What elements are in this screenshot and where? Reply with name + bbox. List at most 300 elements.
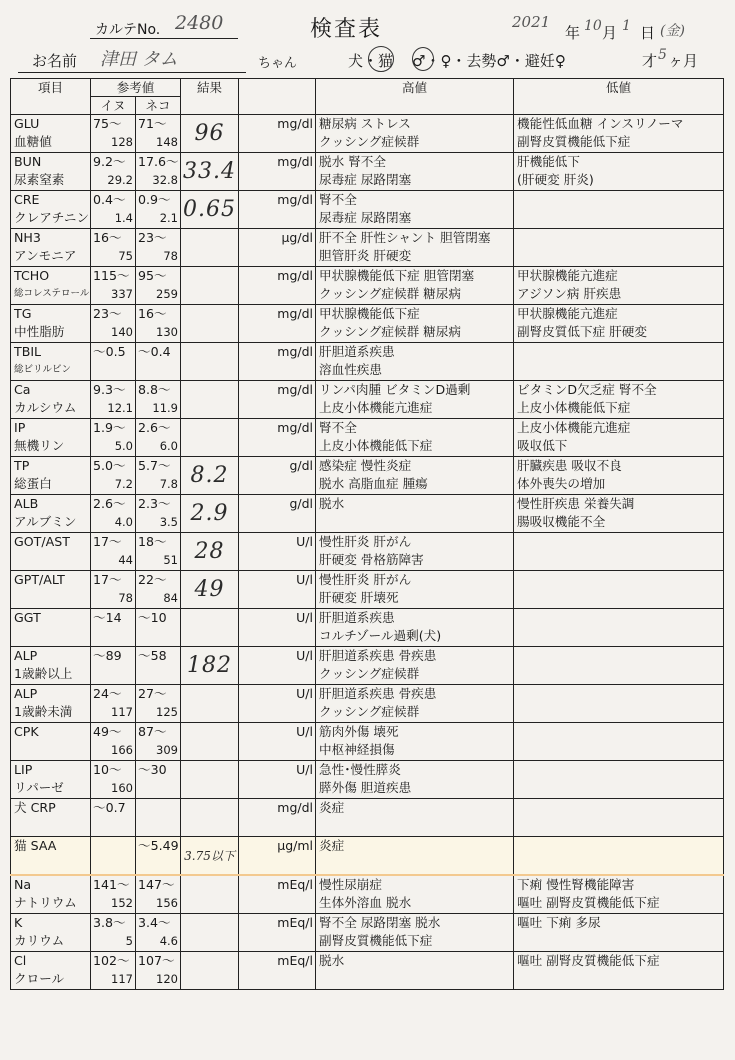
dog-ref-cell (91, 609, 136, 647)
item-cell (11, 191, 91, 229)
dog-ref-max: 128 (111, 135, 133, 149)
low-cause-2: 副腎皮質低下症 肝硬変 (517, 324, 647, 339)
result-value: 2.9 (190, 501, 229, 526)
dog-ref-cell (91, 229, 136, 267)
low-cause-1: 甲状腺機能亢進症 (517, 268, 618, 283)
item-name: クレアチニン (14, 210, 90, 225)
cat-ref-min: 17.6～ (138, 154, 179, 169)
high-cause-2: コルチゾール過剰(犬) (319, 628, 442, 643)
table-row (11, 952, 724, 990)
high-cause-1: 炎症 (319, 800, 345, 815)
dog-ref-cell (91, 761, 136, 799)
low-cell (514, 153, 724, 191)
dog-ref-max: 44 (118, 553, 133, 567)
unit-label: U/l (296, 686, 313, 701)
high-cell (316, 723, 514, 761)
cat-ref-cell (136, 761, 181, 799)
high-cause-1: 肝胆道系疾患 (319, 610, 395, 625)
low-cell (514, 952, 724, 990)
unit-cell (239, 837, 316, 876)
item-code: TG (14, 306, 32, 321)
dog-ref-cell (91, 533, 136, 571)
dog-ref-min: 3.8～ (93, 915, 126, 930)
low-cause-2: (肝硬変 肝炎) (517, 172, 594, 187)
table-row (11, 267, 724, 305)
unit-cell (239, 685, 316, 723)
item-code: Cl (14, 953, 27, 968)
date-month: 10 (584, 18, 602, 34)
unit-cell (239, 153, 316, 191)
low-cause-1: 嘔吐 副腎皮質機能低下症 (517, 953, 660, 968)
high-cause-1: 肝胆道系疾患 骨疾患 (319, 686, 437, 701)
unit-cell (239, 229, 316, 267)
cat-ref-min: 2.3～ (138, 496, 171, 511)
high-cell (316, 533, 514, 571)
cat-ref-cell (136, 837, 181, 876)
dog-ref-min: ～89 (93, 648, 122, 663)
dog-ref-min: 17～ (93, 534, 122, 549)
dog-ref-min: 49～ (93, 724, 122, 739)
cat-ref-max: 78 (163, 249, 178, 263)
dog-ref-cell (91, 914, 136, 952)
dog-ref-max: 140 (111, 325, 133, 339)
table-row (11, 875, 724, 914)
item-name: 総コレステロール (14, 288, 90, 299)
low-cell (514, 837, 724, 876)
low-cell (514, 799, 724, 837)
high-cause-2: 上皮小体機能低下症 (319, 438, 433, 453)
high-cell (316, 685, 514, 723)
dog-ref-max: 4.0 (114, 515, 133, 529)
unit-cell (239, 609, 316, 647)
unit-label: mEq/l (277, 915, 313, 930)
high-cause-1: 脱水 (319, 953, 345, 968)
item-cell (11, 837, 91, 876)
table-row (11, 115, 724, 153)
low-cell (514, 723, 724, 761)
table-row (11, 914, 724, 952)
cat-ref-min: 22～ (138, 572, 167, 587)
high-cause-1: 腎不全 (319, 192, 357, 207)
item-name: 無機リン (14, 438, 65, 453)
date-day-label: 日 (640, 24, 656, 42)
dog-ref-min: ～14 (93, 610, 122, 625)
col-header-cat: ネコ (136, 97, 181, 115)
species-selected-circle (368, 46, 394, 72)
table-row (11, 723, 724, 761)
col-header-low: 低値 (514, 79, 724, 115)
high-cause-2: 中枢神経損傷 (319, 742, 395, 757)
high-cause-2: クッシング症候群 (319, 704, 420, 719)
unit-cell (239, 343, 316, 381)
cat-ref-max: 120 (156, 972, 178, 986)
item-cell (11, 457, 91, 495)
dog-ref-min: 10～ (93, 762, 122, 777)
high-cell (316, 837, 514, 876)
unit-label: mEq/l (277, 953, 313, 968)
cat-ref-min: ～30 (138, 762, 167, 777)
item-code: NH3 (14, 230, 41, 245)
result-cell (181, 571, 239, 609)
dog-ref-min: 17～ (93, 572, 122, 587)
dog-ref-cell (91, 419, 136, 457)
item-cell (11, 914, 91, 952)
dog-ref-cell (91, 191, 136, 229)
result-cell (181, 343, 239, 381)
item-code: GOT/AST (14, 534, 70, 549)
low-cell (514, 229, 724, 267)
table-row (11, 229, 724, 267)
high-cell (316, 457, 514, 495)
cat-ref-min: 27～ (138, 686, 167, 701)
dog-ref-cell (91, 381, 136, 419)
cat-ref-max: 7.8 (159, 477, 178, 491)
low-cause-2: 腸吸収機能不全 (517, 514, 606, 529)
high-cell (316, 115, 514, 153)
dog-ref-cell (91, 343, 136, 381)
lab-results-table (10, 78, 724, 990)
high-cause-1: 肝胆道系疾患 (319, 344, 395, 359)
unit-label: U/l (296, 724, 313, 739)
item-code: LIP (14, 762, 33, 777)
result-cell (181, 799, 239, 837)
high-cause-1: 脱水 腎不全 (319, 154, 386, 169)
result-cell (181, 914, 239, 952)
high-cause-1: 慢性尿崩症 (319, 877, 382, 892)
item-cell (11, 533, 91, 571)
high-cell (316, 571, 514, 609)
low-cell (514, 115, 724, 153)
result-value: 182 (187, 653, 232, 678)
cat-ref-max: 125 (156, 705, 178, 719)
col-header-result: 結果 (181, 79, 239, 115)
dog-ref-cell (91, 495, 136, 533)
result-value: 8.2 (190, 463, 229, 488)
date-year-label: 年 (565, 24, 581, 42)
high-cause-2: 肝硬変 肝壊死 (319, 590, 399, 605)
cat-ref-cell (136, 191, 181, 229)
item-name: ナトリウム (14, 895, 77, 910)
table-row (11, 761, 724, 799)
dog-ref-max: 166 (111, 743, 133, 757)
item-code: ALP (14, 648, 38, 663)
cat-ref-cell (136, 153, 181, 191)
table-row (11, 609, 724, 647)
date-month-label: 月 (602, 24, 618, 42)
page-title: 検査表 (310, 17, 383, 42)
high-cause-2: 膵外傷 胆道疾患 (319, 780, 412, 795)
low-cell (514, 571, 724, 609)
low-cell (514, 914, 724, 952)
item-name: 血糖値 (14, 134, 52, 149)
low-cell (514, 191, 724, 229)
dog-ref-max: 12.1 (107, 401, 133, 415)
item-name: 1歳齢以上 (14, 666, 73, 681)
cat-ref-min: 23～ (138, 230, 167, 245)
dog-ref-min: 16～ (93, 230, 122, 245)
item-code: Na (14, 877, 32, 892)
result-cell (181, 153, 239, 191)
high-cause-1: 感染症 慢性炎症 (319, 458, 412, 473)
cat-ref-min: 71～ (138, 116, 167, 131)
high-cause-1: 肝胆道系疾患 骨疾患 (319, 648, 437, 663)
cat-ref-min: 8.8～ (138, 382, 171, 397)
item-code: BUN (14, 154, 42, 169)
dog-ref-min: 75～ (93, 116, 122, 131)
low-cause-2: アジソン病 肝疾患 (517, 286, 622, 301)
unit-label: mg/dl (277, 268, 313, 283)
cat-ref-max: 6.0 (159, 439, 178, 453)
high-cell (316, 267, 514, 305)
unit-cell (239, 914, 316, 952)
high-cell (316, 914, 514, 952)
result-value: 28 (194, 539, 225, 564)
cat-ref-cell (136, 495, 181, 533)
cat-ref-cell (136, 952, 181, 990)
cat-ref-min: 18～ (138, 534, 167, 549)
dog-ref-min: 2.6～ (93, 496, 126, 511)
high-cause-2: 上皮小体機能亢進症 (319, 400, 433, 415)
col-header-reference: 参考値 (91, 79, 181, 97)
dog-ref-max: 1.4 (114, 211, 133, 225)
cat-ref-min: 2.6～ (138, 420, 171, 435)
table-row (11, 685, 724, 723)
unit-label: U/l (296, 534, 313, 549)
item-code: 猫 SAA (14, 838, 57, 853)
result-cell (181, 305, 239, 343)
cat-ref-max: 259 (156, 287, 178, 301)
table-row (11, 495, 724, 533)
chart-number-value: 2480 (175, 12, 224, 34)
dog-ref-cell (91, 875, 136, 914)
dog-ref-min: 9.3～ (93, 382, 126, 397)
unit-label: g/dl (289, 496, 313, 511)
dog-ref-max: 5 (125, 934, 133, 948)
sex-options: ♂・♀・去勢♂・避妊♀ (412, 52, 566, 70)
low-cell (514, 685, 724, 723)
cat-ref-min: 5.7～ (138, 458, 171, 473)
item-code: ALP (14, 686, 38, 701)
result-cell (181, 191, 239, 229)
table-row (11, 419, 724, 457)
cat-ref-max: 148 (156, 135, 178, 149)
low-cell (514, 647, 724, 685)
item-cell (11, 419, 91, 457)
col-header-dog: イヌ (91, 97, 136, 115)
item-cell (11, 229, 91, 267)
dog-ref-min: 9.2～ (93, 154, 126, 169)
result-cell (181, 761, 239, 799)
dog-ref-min: ～0.5 (93, 344, 126, 359)
result-value: 96 (194, 121, 225, 146)
item-cell (11, 495, 91, 533)
dog-ref-min: 24～ (93, 686, 122, 701)
unit-cell (239, 115, 316, 153)
cat-ref-max: 4.6 (159, 934, 178, 948)
high-cell (316, 305, 514, 343)
unit-label: U/l (296, 762, 313, 777)
item-cell (11, 952, 91, 990)
result-cell (181, 609, 239, 647)
unit-cell (239, 381, 316, 419)
item-cell (11, 267, 91, 305)
high-cause-2: 溶血性疾患 (319, 362, 382, 377)
name-suffix: ちゃん (258, 56, 298, 71)
dog-ref-max: 78 (118, 591, 133, 605)
cat-ref-min: 87～ (138, 724, 167, 739)
cat-ref-max: 84 (163, 591, 178, 605)
result-cell (181, 457, 239, 495)
low-cause-1: ビタミンD欠乏症 腎不全 (517, 382, 657, 397)
table-row (11, 343, 724, 381)
dog-ref-cell (91, 685, 136, 723)
high-cell (316, 875, 514, 914)
cat-ref-min: ～10 (138, 610, 167, 625)
high-cause-2: 肝硬変 骨格筋障害 (319, 552, 424, 567)
dog-ref-cell (91, 799, 136, 837)
high-cause-2: クッシング症候群 糖尿病 (319, 324, 461, 339)
dog-ref-min: 0.4～ (93, 192, 126, 207)
result-cell (181, 685, 239, 723)
cat-ref-min: 16～ (138, 306, 167, 321)
dog-ref-max: 5.0 (114, 439, 133, 453)
item-cell (11, 153, 91, 191)
high-cause-2: クッシング症候群 (319, 666, 420, 681)
cat-ref-min: ～5.49 (138, 838, 179, 853)
high-cell (316, 191, 514, 229)
age-months: 5 (658, 47, 667, 63)
unit-label: mg/dl (277, 154, 313, 169)
unit-label: mg/dl (277, 344, 313, 359)
col-header-item: 項目 (11, 79, 91, 115)
low-cell (514, 305, 724, 343)
dog-ref-cell (91, 115, 136, 153)
item-name: カルシウム (14, 400, 77, 415)
high-cause-2: 脱水 高脂血症 腫瘍 (319, 476, 428, 491)
dog-ref-cell (91, 723, 136, 761)
table-row (11, 191, 724, 229)
unit-label: mg/dl (277, 382, 313, 397)
cat-ref-min: 3.4～ (138, 915, 171, 930)
dog-ref-cell (91, 571, 136, 609)
high-cause-1: 筋肉外傷 壊死 (319, 724, 399, 739)
table-row (11, 457, 724, 495)
cat-ref-cell (136, 533, 181, 571)
dog-ref-max: 152 (111, 896, 133, 910)
item-cell (11, 115, 91, 153)
high-cause-2: 生体外溶血 脱水 (319, 895, 412, 910)
dog-ref-max: 117 (111, 972, 133, 986)
dog-ref-min: 102～ (93, 953, 130, 968)
low-cell (514, 533, 724, 571)
result-cell (181, 229, 239, 267)
cat-ref-max: 156 (156, 896, 178, 910)
result-value: 33.4 (183, 159, 236, 184)
item-code: IP (14, 420, 26, 435)
dog-ref-min: 115～ (93, 268, 130, 283)
low-cause-2: 吸収低下 (517, 438, 568, 453)
high-cell (316, 343, 514, 381)
item-name: アンモニア (14, 248, 77, 263)
cat-ref-max: 2.1 (159, 211, 178, 225)
item-name: 尿素窒素 (14, 172, 65, 187)
item-code: TP (14, 458, 30, 473)
table-row (11, 837, 724, 876)
high-cause-2: 尿毒症 尿路閉塞 (319, 210, 412, 225)
item-name: 中性脂肪 (14, 324, 65, 339)
high-cell (316, 495, 514, 533)
unit-label: mg/dl (277, 116, 313, 131)
result-cell (181, 952, 239, 990)
unit-cell (239, 875, 316, 914)
unit-cell (239, 799, 316, 837)
dog-ref-cell (91, 305, 136, 343)
result-cell (181, 647, 239, 685)
low-cause-1: 慢性肝疾患 栄養失調 (517, 496, 635, 511)
unit-label: mg/dl (277, 306, 313, 321)
age-month-label: ヶ月 (668, 52, 699, 70)
cat-ref-cell (136, 571, 181, 609)
high-cause-2: クッシング症候群 (319, 134, 420, 149)
low-cell (514, 267, 724, 305)
low-cause-1: 肝機能低下 (517, 154, 580, 169)
dog-ref-cell (91, 837, 136, 876)
low-cell (514, 761, 724, 799)
high-cause-1: 肝不全 肝性シャント 胆管閉塞 (319, 230, 491, 245)
cat-ref-cell (136, 343, 181, 381)
item-name: 1歳齢未満 (14, 704, 73, 719)
unit-cell (239, 305, 316, 343)
dog-ref-cell (91, 153, 136, 191)
high-cell (316, 381, 514, 419)
high-cause-1: 甲状腺機能低下症 胆管閉塞 (319, 268, 475, 283)
dog-ref-max: 160 (111, 781, 133, 795)
unit-cell (239, 191, 316, 229)
dog-ref-cell (91, 647, 136, 685)
result-cell (181, 533, 239, 571)
item-cell (11, 609, 91, 647)
high-cell (316, 799, 514, 837)
result-cell (181, 381, 239, 419)
dog-ref-max: 117 (111, 705, 133, 719)
name-underline (18, 72, 246, 73)
high-cause-2: 副腎皮質機能低下症 (319, 933, 433, 948)
sex-selected-circle (412, 47, 434, 71)
item-cell (11, 381, 91, 419)
chart-number-underline (90, 38, 238, 39)
date-year: 2021 (512, 13, 551, 31)
low-cause-1: 甲状腺機能亢進症 (517, 306, 618, 321)
result-cell (181, 419, 239, 457)
cat-ref-min: ～58 (138, 648, 167, 663)
unit-label: g/dl (289, 458, 313, 473)
high-cause-2: 胆管肝炎 肝硬変 (319, 248, 412, 263)
table-row (11, 305, 724, 343)
item-cell (11, 571, 91, 609)
result-value: 49 (194, 577, 225, 602)
item-cell (11, 761, 91, 799)
cat-ref-cell (136, 305, 181, 343)
low-cell (514, 343, 724, 381)
dog-ref-max: 29.2 (107, 173, 133, 187)
dog-ref-max: 337 (111, 287, 133, 301)
high-cause-1: 腎不全 (319, 420, 357, 435)
high-cell (316, 647, 514, 685)
unit-cell (239, 267, 316, 305)
low-cell (514, 419, 724, 457)
table-row (11, 571, 724, 609)
cat-ref-max: 3.5 (159, 515, 178, 529)
